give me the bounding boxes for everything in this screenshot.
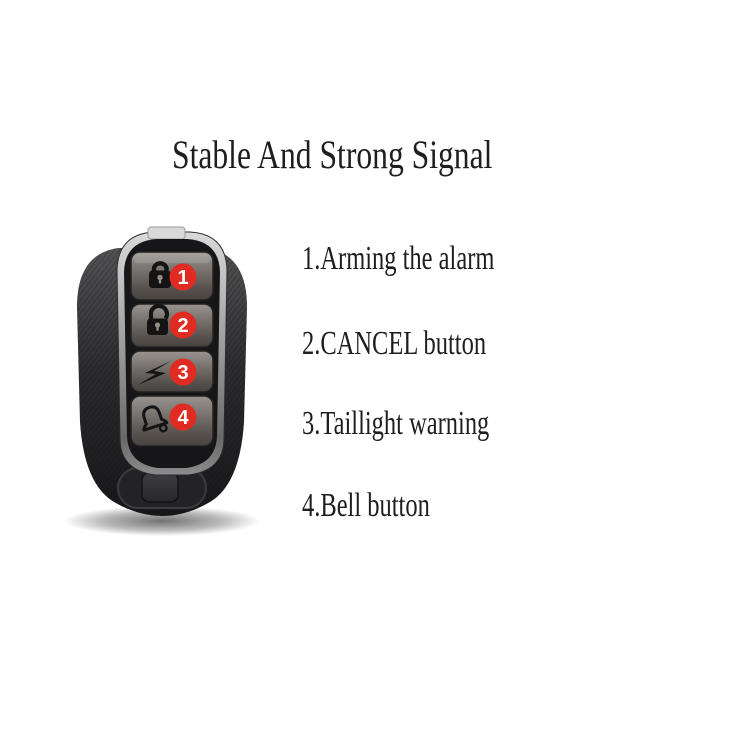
callout-3-badge [170,359,197,386]
legend-item-3: 3.Taillight warning [302,405,490,442]
legend-item-2: 2.CANCEL button [302,325,487,362]
key-fob-image [60,222,272,542]
legend-item-4: 4.Bell button [302,487,430,524]
callout-number-3: 3 [177,362,189,384]
callout-number-4: 4 [177,407,189,429]
page-title: Stable And Strong Signal [172,132,493,177]
legend-item-1: 1.Arming the alarm [302,240,495,277]
lanyard-tab [148,227,185,239]
callout-2-badge [170,312,197,339]
callout-1-badge [170,264,197,291]
callout-number-2: 2 [177,315,189,337]
callout-4-badge [170,404,197,431]
callout-number-1: 1 [177,267,189,289]
key-release-button [142,473,178,502]
